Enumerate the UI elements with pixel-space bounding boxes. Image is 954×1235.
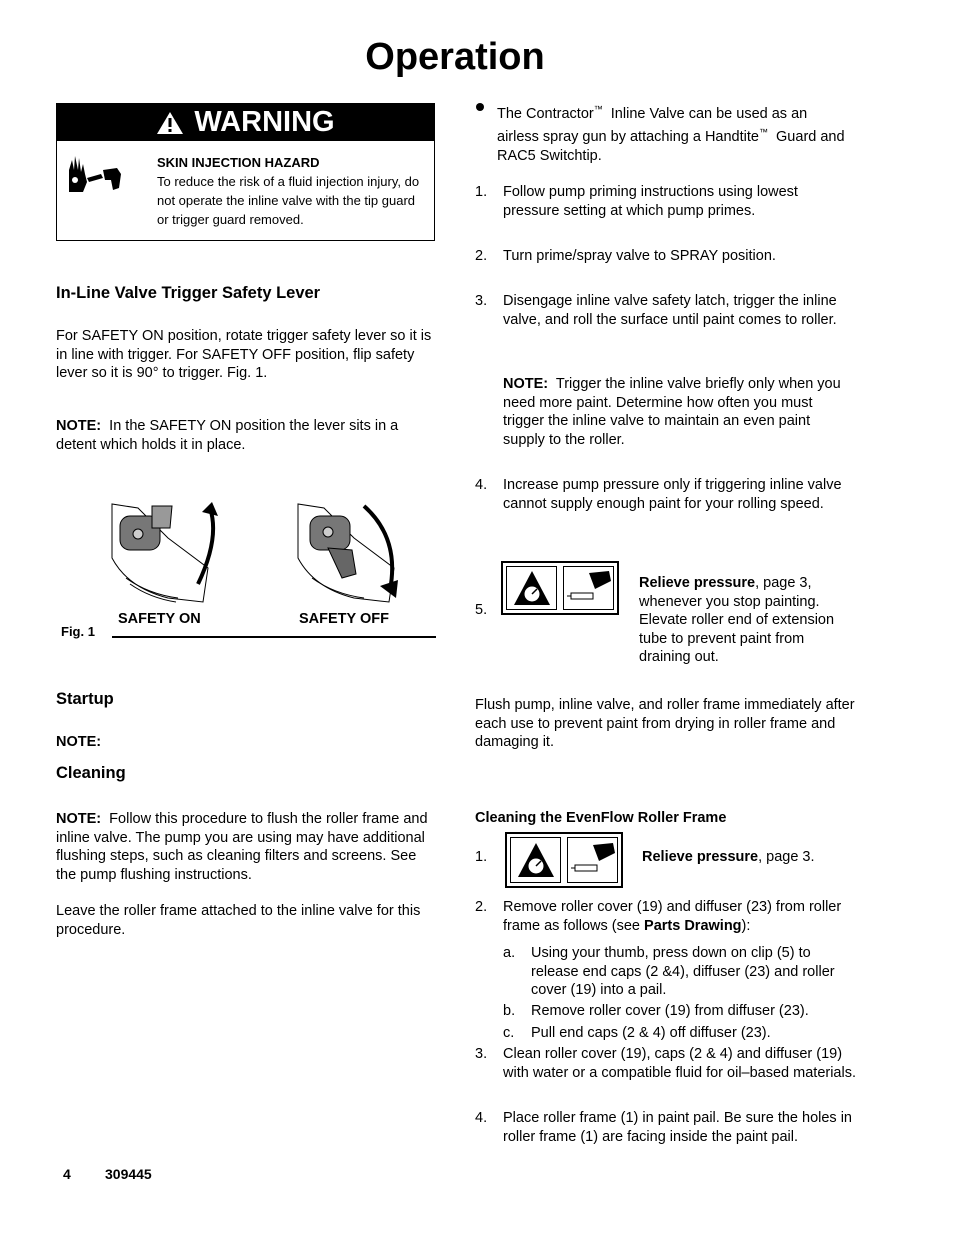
step-number: 3. bbox=[475, 293, 488, 309]
clean2-end: ): bbox=[741, 917, 751, 934]
startup-heading: Startup bbox=[56, 690, 114, 708]
clean2-text bbox=[503, 898, 858, 935]
parts-drawing-ref: Parts Drawing bbox=[644, 917, 742, 934]
trigger-note bbox=[56, 417, 438, 454]
step-number: 1. bbox=[475, 849, 488, 865]
bullet-text bbox=[497, 100, 852, 165]
substep-text: Using your thumb, press down on clip (5) to release end caps (2 &4), diffuser (23) and roller cover (19) into a pail. bbox=[531, 945, 835, 999]
relieve-pressure-symbols bbox=[505, 832, 623, 888]
warning-box bbox=[56, 103, 435, 241]
safety-off-illustration bbox=[294, 498, 414, 608]
clean1-body: , page 3. bbox=[758, 849, 815, 865]
safety-off-label: SAFETY OFF bbox=[299, 611, 389, 627]
evenflow-heading: Cleaning the EvenFlow Roller Frame bbox=[475, 810, 727, 826]
step-text: Place roller frame (1) in paint pail. Be sure the holes in roller frame (1) are facing inside the paint pail. bbox=[503, 1110, 852, 1145]
bullet-text-part: Inline Valve can be used as an airless spray gun by attaching a Handtite bbox=[497, 105, 808, 146]
note-text: Follow this procedure to flush the roller frame and inline valve. The pump you are using may have additional flushing steps, such as cleaning filters and screens. See the pump flushing instructions. bbox=[56, 811, 428, 883]
substep-text: Remove roller cover (19) from diffuser (23). bbox=[531, 1003, 809, 1019]
substep-text: Pull end caps (2 & 4) off diffuser (23). bbox=[531, 1025, 771, 1041]
step-number: 5. bbox=[475, 602, 488, 618]
page-number: 4 bbox=[63, 1166, 71, 1182]
figure-rule bbox=[112, 636, 436, 638]
note-label: NOTE: bbox=[56, 811, 102, 827]
note-label: NOTE: bbox=[503, 376, 549, 392]
hand-spray-icon bbox=[567, 837, 618, 883]
note-label: NOTE: bbox=[56, 418, 102, 434]
hazard-title: SKIN INJECTION HAZARD bbox=[157, 155, 320, 170]
note-text: Trigger the inline valve briefly only when you need more paint. Determine how often you must trigger the inline valve to maintain an even paint supply to the roller. bbox=[503, 376, 841, 448]
trademark: ™ bbox=[758, 127, 768, 138]
bullet-text-part: The Contractor bbox=[497, 105, 594, 122]
step-text: Increase pump pressure only if triggering inline valve cannot supply enough paint for your rolling speed. bbox=[503, 477, 842, 512]
step-number: 2. bbox=[475, 248, 488, 264]
step-text: Turn prime/spray valve to SPRAY position. bbox=[503, 248, 776, 264]
step-text: Clean roller cover (19), caps (2 & 4) and diffuser (19) with water or a compatible fluid for oil–based materials. bbox=[503, 1046, 856, 1081]
safety-on-illustration bbox=[108, 498, 228, 608]
substep-letter: b. bbox=[503, 1003, 516, 1019]
cleaning-heading: Cleaning bbox=[56, 764, 126, 782]
warning-label: WARNING bbox=[194, 106, 335, 138]
clean2-body: Remove roller cover (19) and diffuser (23) from roller frame as follows (see bbox=[503, 899, 842, 934]
figure-label: Fig. 1 bbox=[61, 624, 95, 639]
pressure-gauge-icon bbox=[506, 566, 557, 610]
relieve-pressure-symbols bbox=[501, 561, 619, 615]
relieve-pressure-label: Relieve pressure bbox=[639, 575, 756, 591]
step5-text bbox=[639, 574, 844, 667]
document-number: 309445 bbox=[105, 1166, 152, 1182]
relieve-pressure-label: Relieve pressure bbox=[642, 849, 759, 865]
trigger-heading: In-Line Valve Trigger Safety Lever bbox=[56, 284, 321, 302]
page-title: Operation bbox=[365, 36, 545, 78]
warning-text bbox=[157, 153, 427, 229]
warning-triangle-icon bbox=[156, 111, 184, 135]
safety-on-label: SAFETY ON bbox=[118, 611, 201, 627]
clean1-text bbox=[642, 848, 815, 867]
startup-note: NOTE: bbox=[56, 734, 102, 750]
pressure-gauge-icon bbox=[510, 837, 561, 883]
step-text: Disengage inline valve safety latch, trigger the inline valve, and roll the surface until paint comes to roller. bbox=[503, 293, 837, 328]
flush-text: Flush pump, inline valve, and roller frame immediately after each use to prevent paint from drying in roller frame and damaging it. bbox=[475, 697, 855, 751]
trademark: ™ bbox=[593, 104, 603, 114]
step-number: 4. bbox=[475, 1110, 488, 1126]
step-text: Follow pump priming instructions using lowest pressure setting at which pump primes. bbox=[503, 184, 798, 219]
step-number: 3. bbox=[475, 1046, 488, 1062]
hand-spray-icon bbox=[563, 566, 614, 610]
hazard-text: To reduce the risk of a fluid injection injury, do not operate the inline valve with the tip guard or trigger guard removed. bbox=[157, 174, 420, 227]
cleaning-note bbox=[56, 810, 438, 884]
step-number: 4. bbox=[475, 477, 488, 493]
step-number: 2. bbox=[475, 899, 488, 915]
substep-letter: c. bbox=[503, 1025, 515, 1041]
bullet-text-part: Guard and RAC5 Switchtip. bbox=[497, 129, 845, 164]
trigger-text: For SAFETY ON position, rotate trigger safety lever so it is in line with trigger. For SAFETY OFF position, flip safety lever so it is 90° to trigger. Fig. 1. bbox=[56, 328, 432, 382]
skin-injection-icon bbox=[63, 152, 125, 196]
note-text: In the SAFETY ON position the lever sits in a detent which holds it in place. bbox=[56, 418, 399, 453]
cleaning-text: Leave the roller frame attached to the inline valve for this procedure. bbox=[56, 903, 421, 938]
step5-body: , page 3, whenever you stop painting. Elevate roller end of extension tube to prevent paint from draining out. bbox=[639, 575, 835, 666]
warning-header bbox=[57, 104, 434, 141]
substep-letter: a. bbox=[503, 945, 516, 961]
bullet-dot bbox=[476, 103, 484, 111]
step3-note bbox=[503, 375, 848, 449]
step-number: 1. bbox=[475, 184, 488, 200]
